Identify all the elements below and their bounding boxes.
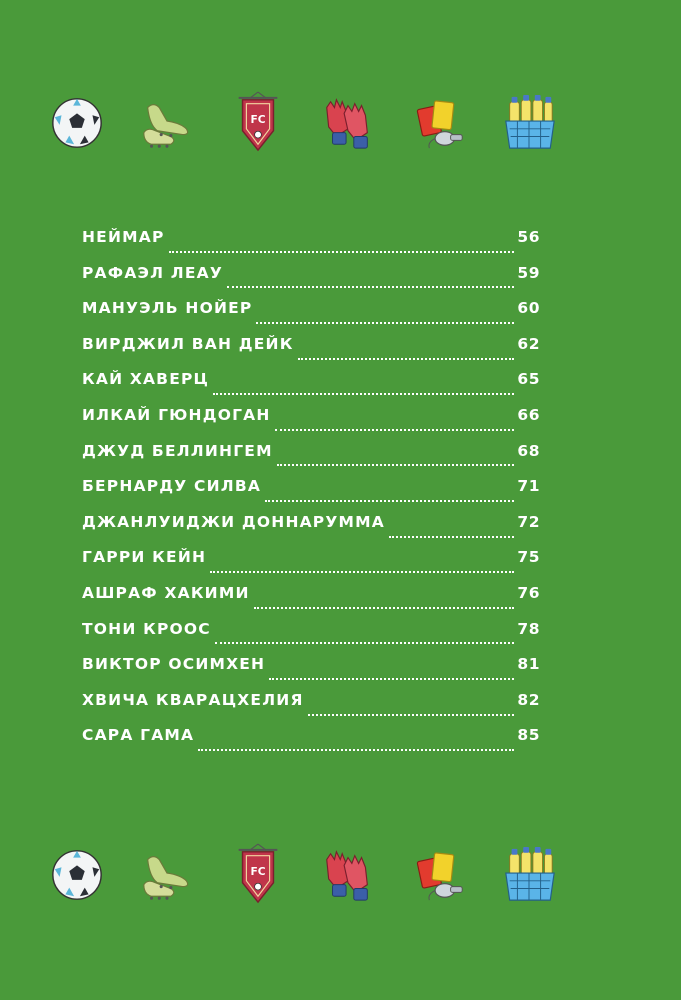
toc-leader-dots <box>389 536 514 538</box>
toc-entry-name: ИЛКАЙ ГЮНДОГАН <box>82 405 271 424</box>
toc-entry-page: 81 <box>517 655 540 674</box>
toc-entry-name: ГАРРИ КЕЙН <box>82 548 207 567</box>
toc-leader-dots <box>254 607 515 609</box>
toc-leader-dots <box>269 678 514 680</box>
toc-entry-name: КАЙ ХАВЕРЦ <box>82 370 210 389</box>
goalkeeper-gloves-icon <box>319 843 377 907</box>
toc-entry-page: 76 <box>517 583 540 602</box>
toc-leader-dots <box>298 358 515 360</box>
toc-entry-name: МАНУЭЛЬ НОЙЕР <box>82 299 253 318</box>
toc-leader-dots <box>227 286 514 288</box>
toc-leader-dots <box>308 714 515 716</box>
toc-entry-page: 66 <box>517 405 540 424</box>
toc-entry-page: 85 <box>517 726 540 745</box>
toc-entry-page: 60 <box>517 299 540 318</box>
toc-entry-name: ДЖАНЛУИДЖИ ДОННАРУММА <box>82 512 385 531</box>
toc-entry-name: ДЖУД БЕЛЛИНГЕМ <box>82 441 273 460</box>
toc-entry-name: ВИКТОР ОСИМХЕН <box>82 655 266 674</box>
toc-entry-name: ХВИЧА КВАРАЦХЕЛИЯ <box>82 690 304 709</box>
water-bottles-crate-icon <box>500 91 558 155</box>
toc-leader-dots <box>198 749 514 751</box>
soccer-ball-icon <box>48 843 106 907</box>
toc-entry-page: 59 <box>517 263 540 282</box>
toc-entry-page: 71 <box>517 477 540 496</box>
soccer-ball-icon <box>48 91 106 155</box>
boots-icon <box>138 91 196 155</box>
goalkeeper-gloves-icon <box>319 91 377 155</box>
toc-leader-dots <box>213 393 514 395</box>
referee-card-whistle-icon <box>410 843 468 907</box>
toc-entry-page: 68 <box>517 441 540 460</box>
top-icon-row <box>48 88 558 158</box>
svg-text:FC: FC <box>250 865 266 878</box>
toc-entry <box>82 264 540 300</box>
boots-icon <box>138 843 196 907</box>
toc-entry-page: 82 <box>517 690 540 709</box>
bottom-icon-row <box>48 840 558 910</box>
toc-entry-name: РАФАЭЛ ЛЕАУ <box>82 263 223 282</box>
toc-entry-name: БЕРНАРДУ СИЛВА <box>82 477 262 496</box>
toc-entry-page: 78 <box>517 619 540 638</box>
toc-entry-name: АШРАФ ХАКИМИ <box>82 583 250 602</box>
toc-entry-page: 65 <box>517 370 540 389</box>
toc-entry-page: 56 <box>517 228 540 246</box>
toc-leader-dots <box>210 571 514 573</box>
toc-entry-page: 75 <box>517 548 540 567</box>
toc-entry-name: ТОНИ КРООС <box>82 619 211 638</box>
toc-entry-name: НЕЙМАР <box>82 228 165 246</box>
toc-entry-page: 62 <box>517 334 540 353</box>
toc-entry <box>82 477 540 513</box>
toc-entry <box>82 584 540 620</box>
toc-entry-page: 72 <box>517 512 540 531</box>
toc-entry <box>82 691 540 727</box>
fc-pennant-icon <box>229 91 287 155</box>
toc-entry <box>82 620 540 656</box>
table-of-contents <box>82 228 540 762</box>
toc-entry <box>82 299 540 335</box>
toc-entry <box>82 726 540 762</box>
fc-pennant-icon <box>229 843 287 907</box>
water-bottles-crate-icon <box>500 843 558 907</box>
toc-entry <box>82 370 540 406</box>
toc-leader-dots <box>256 322 514 324</box>
referee-card-whistle-icon <box>410 91 468 155</box>
toc-entry <box>82 655 540 691</box>
toc-entry <box>82 442 540 478</box>
toc-entry <box>82 335 540 371</box>
toc-entry <box>82 228 540 264</box>
toc-leader-dots <box>265 500 514 502</box>
toc-leader-dots <box>277 464 515 466</box>
toc-entry <box>82 548 540 584</box>
toc-leader-dots <box>275 429 515 431</box>
toc-leader-dots <box>215 642 515 644</box>
svg-text:FC: FC <box>250 113 266 126</box>
toc-leader-dots <box>169 251 515 253</box>
toc-entry <box>82 406 540 442</box>
toc-entry <box>82 513 540 549</box>
toc-entry-name: ВИРДЖИЛ ВАН ДЕЙК <box>82 334 294 353</box>
toc-entry-name: САРА ГАМА <box>82 726 195 745</box>
